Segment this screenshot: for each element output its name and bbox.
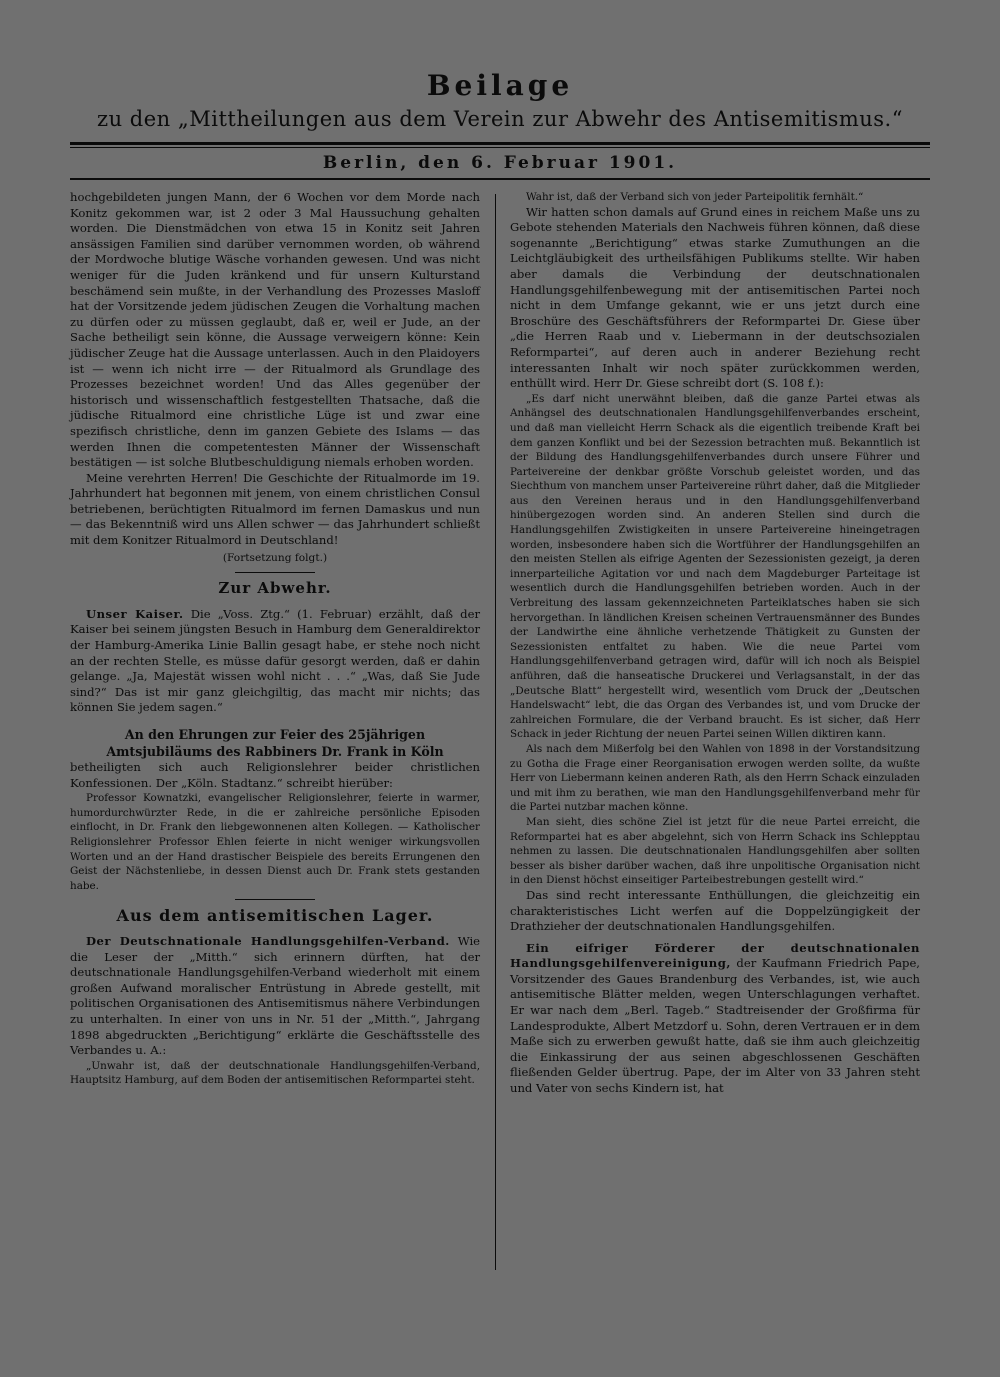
masthead — [70, 68, 930, 180]
right-column — [510, 190, 920, 1097]
column-divider — [495, 194, 496, 1270]
left-column — [70, 190, 480, 1088]
right-quote-4: Man sieht, dies schöne Ziel ist jetzt für die neue Partei erreicht, die Reformpartei hat es aber abgelehnt, sich von Herrn Schack ins Schlepptau nehmen zu lassen. Die deutschnationalen Handlungsgehilfen aber sollten besser als bisher darüber wachen, daß ihre unpolitische Organisation nicht in den Dienst höchst einseitiger Parteibestrebungen gestellt wird.“ — [510, 815, 920, 887]
newspaper-page — [70, 68, 930, 1268]
masthead-title: Beilage — [426, 69, 574, 102]
left-paragraph-2: Meine verehrten Herren! Die Geschichte der Ritualmorde im 19. Jahrhundert hat begonnen mit jenem, von einem christlichen Consul betriebenen, berüchtigten Ritualmord im fernen Damaskus und nun — das Bekenntniß wird uns Allen schwer — das Jahrhundert schließt mit dem Konitzer Ritualmord in Deutschland! — [70, 470, 480, 548]
foerderer-text: der Kaufmann Friedrich Pape, Vorsitzender des Gaues Brandenburg des Verbandes, ist, wie auch antisemitische Blätter melden, wegen Unterschlagungen verhaftet. Er war nach dem „Berl. Tageb.“ Stadtreisender der Großfirma für Landesprodukte, Albert Metzdorf u. Sohn, deren Vertrauen er in dem Maße sich zu erwerben gewußt hatte, daß sie ihm auch gleichzeitig die Einkassirung der aus seinen abgeschlossenen Geschäften fließenden Gelder übertrug. Pape, der im Alter von 33 Jahren steht und Vater von sechs Kindern ist, hat — [510, 956, 920, 1096]
article-columns — [70, 190, 930, 1270]
right-quote-1: Wahr ist, daß der Verband sich von jeder Parteipolitik fernhält.“ — [526, 191, 864, 203]
foerderer-lead: Ein eifriger Förderer der deutschnationalen Handlungsgehilfenvereinigung, — [510, 940, 920, 971]
masthead-rule-thick — [70, 142, 930, 145]
verband-article — [70, 934, 480, 1059]
frank-headline: An den Ehrungen zur Feier des 25jährigen Amtsjubiläums des Rabbiners Dr. Frank in Köln — [106, 727, 444, 759]
masthead-rule-thin — [70, 147, 930, 148]
kaiser-article — [70, 607, 480, 716]
section-divider-2 — [235, 899, 315, 900]
frank-text: betheiligten sich auch Religionslehrer beider christlichen Konfessionen. Der „Köln. Stadtanz.“ schreibt hierüber: — [70, 760, 480, 790]
dateline: Berlin, den 6. Februar 1901. — [322, 153, 678, 173]
right-quote-2: „Es darf nicht unerwähnt bleiben, daß die ganze Partei etwas als Anhängsel des deutschnationalen Handlungsgehilfenverbandes erscheint, und daß man vielleicht Herrn Schack als die eigentlich treibende Kraft bei dem ganzen Konflikt und bei der Sezession betrachten muß. Bekanntlich ist der Bildung des Handlungsgehilfenverbandes durch unsere Führer und Parteivereine der denkbar größte Vorschub geleistet worden, und das Siechthum von manchem unser Parteivereine rührt daher, daß die Mitglieder aus den Vereinen heraus und in den Handlungsgehilfenverband hinübergezogen worden sind. An anderen Stellen sind durch die Handlungsgehilfen Zwistigkeiten in unsere Parteivereine hineingetragen worden, insbesondere haben sich die Wortführer der Handlungsgehilfen an den meisten Stellen als eifrige Agenten der Sezessionisten gezeigt, ja deren innerparteiliche Agitation vor und nach dem Magdeburger Parteitage ist wesentlich durch die Handlungsgehilfen betrieben worden. Auch in der Verbreitung des lassam gekennzeichneten Parteiklatsches haben sie sich hervorgethan. In ländlichen Kreisen scheinen Vertrauensmänner des Bundes der Landwirthe eine ähnliche verhetzende Thätigkeit zu Gunsten der Sezessionisten entfaltet zu haben. Wie die neue Partei vom Handlungsgehilfenverband getragen wird, dafür will ich noch als Beispiel anführen, daß die hanseatische Druckerei und Verlagsanstalt, in der das „Deutsche Blatt“ hergestellt wird, wesentlich vom Druck der „Deutschen Handelswacht“ lebt, die das Organ des Verbandes ist, und vom Drucke der zahlreichen Formulare, die der Verband braucht. Es ist sicher, daß Herr Schack in jeder Richtung der neuen Partei seinen Willen diktiren kann. — [510, 392, 920, 741]
verband-quote: „Unwahr ist, daß der deutschnationale Handlungsgehilfen-Verband, Hauptsitz Hamburg, auf dem Boden der antisemitischen Reformpartei steht. — [70, 1059, 480, 1087]
continuation-note: (Fortsetzung folgt.) — [222, 551, 328, 564]
foerderer-article — [510, 941, 920, 1097]
frank-quote: Professor Kownatzki, evangelischer Religionslehrer, feierte in warmer, humordurchwürzter Rede, in die er zahlreiche persönliche Episoden einflocht, in Dr. Frank den liebgewonnenen alten Kollegen. — Katholischer Religionslehrer Professor Ehlen feierte in nicht weniger wirkungsvollen Worten und an der Hand drastischer Beispiele des bereits Errungenen den Geist der Nächstenliebe, in dessen Dienst auch Dr. Frank stets gestanden habe. — [70, 792, 480, 892]
right-paragraph-2: Das sind recht interessante Enthüllungen, die gleichzeitig ein charakteristisches Licht werfen auf die Doppelzüngigkeit der Drathzieher der deutschnationalen Handlungsgehilfen. — [510, 887, 920, 934]
section-title-abwehr: Zur Abwehr. — [218, 579, 332, 598]
left-paragraph-1: hochgebildeten jungen Mann, der 6 Wochen vor dem Morde nach Konitz gekommen war, ist 2 oder 3 Mal Haussuchung gehalten worden. Die Dienstmädchen von etwa 15 in Konitz seit Jahren ansässigen Familien sind darüber vernommen worden, ob während der Mordwoche blutige Wäsche vorhanden gewesen. Und was nicht weniger für die Juden kränkend und für unsern Kulturstand beschämend sein mußte, in der Verhandlung des Prozesses Masloff hat der Vorsitzende jedem jüdischen Zeugen die Vorhaltung machen zu dürfen oder zu müssen geglaubt, daß er, weil er Jude, an der Sache betheiligt sein könne, die Aussage verweigern könne: Kein jüdischer Zeuge hat die Aussage unterlassen. Auch in den Plaidoyers ist — wenn ich nicht irre — der Ritualmord als Grundlage des Prozesses bezeichnet worden! Und das Alles gegenüber der historisch und wissenschaftlich festgestellten Thatsache, daß die jüdische Ritualmord eine christliche Lüge ist und zwar eine spezifisch christliche, denn im ganzen Gebiete des Islams — das werden Ihnen die competentesten Männer der Wissenschaft bestätigen — ist solche Blutbeschuldigung niemals erhoben worden. — [70, 190, 480, 470]
section-divider — [235, 572, 315, 573]
kaiser-lead: Unser Kaiser. — [86, 606, 184, 621]
kaiser-text: Die „Voss. Ztg.“ (1. Februar) erzählt, daß der Kaiser bei seinem jüngsten Besuch in Hamburg dem Generaldirektor der Hamburg-Amerika Linie Ballin gesagt habe, er stehe noch nicht an der rechten Stelle, es müsse dafür gesorgt werden, daß er dahin gelange. „Ja, Majestät wissen wohl nicht . . .“ „Was, daß Sie Jude sind?“ Das ist mir ganz gleichgiltig, das macht mir nichts; das können Sie jedem sagen.“ — [70, 606, 480, 715]
verband-text: Wie die Leser der „Mitth.“ sich erinnern dürften, hat der deutschnationale Handlungsgehilfen-Verband wiederholt mit einem großen Aufwand moralischer Entrüstung in Abrede gestellt, mit politischen Organisationen des Antisemitismus nähere Verbindungen zu unterhalten. In einer von uns in Nr. 51 der „Mitth.“, Jahrgang 1898 abgedruckten „Berichtigung“ erklärte die Geschäftsstelle des Verbandes u. A.: — [70, 933, 481, 1058]
dateline-rule — [70, 178, 930, 180]
section-title-lager: Aus dem antisemitischen Lager. — [116, 906, 434, 926]
right-paragraph-1: Wir hatten schon damals auf Grund eines in reichem Maße uns zu Gebote stehenden Materials den Nachweis führen können, daß diese sogenannte „Berichtigung“ etwas starke Zumuthungen an die Leichtgläubigkeit des urtheilsfähigen Publikums stellte. Wir haben aber damals die Verbindung der deutschnationalen Handlungsgehilfenbewegung mit der antisemitischen Partei noch nicht in dem Umfange gekannt, wie er uns jetzt durch eine Broschüre des Geschäftsführers der Reformpartei Dr. Giese über „die Herren Raab und v. Liebermann in der deutschsozialen Reformpartei“, auf deren auch in anderer Beziehung recht interessanten Inhalt wir noch später zurückkommen werden, enthüllt wird. Herr Dr. Giese schreibt dort (S. 108 f.): — [510, 204, 920, 391]
masthead-subtitle: zu den „Mittheilungen aus dem Verein zur Abwehr des Antisemitismus.“ — [97, 107, 903, 131]
verband-lead: Der Deutschnationale Handlungsgehilfen-Verband. — [86, 933, 450, 948]
right-quote-3: Als nach dem Mißerfolg bei den Wahlen von 1898 in der Vorstandsitzung zu Gotha die Frage einer Reorganisation erwogen werden sollte, da wußte Herr von Liebermann keinen anderen Rath, als den Herrn Schack einzuladen und mit ihm zu berathen, wie man den Handlungsgehilfenverband mehr für die Partei nutzbar machen könne. — [510, 742, 920, 814]
